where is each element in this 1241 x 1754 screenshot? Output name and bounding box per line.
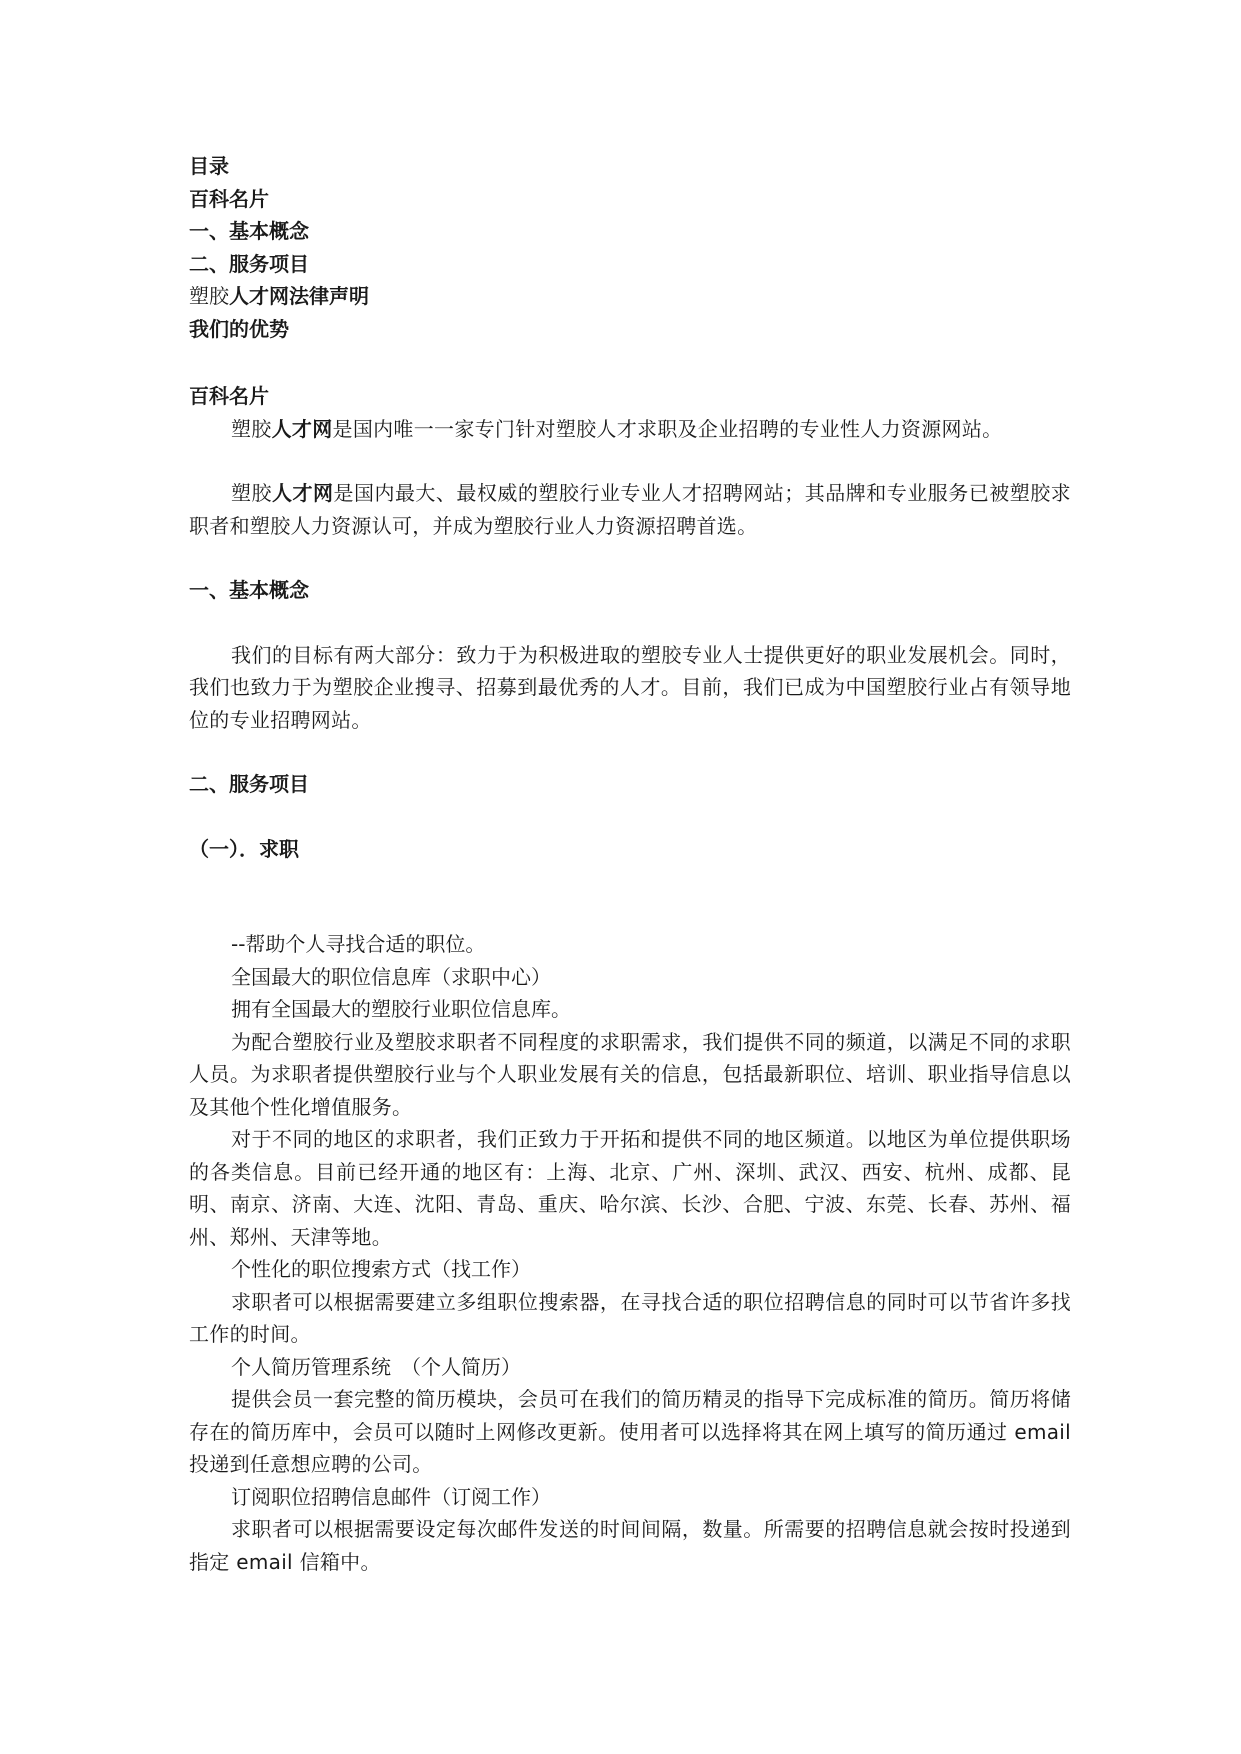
toc-title: 目录 [189,154,229,178]
paragraph: 对于不同的地区的求职者，我们正致力于开拓和提供不同的地区频道。以地区为单位提供职场的各类信息。目前已经开通的地区有：上海、北京、广州、深圳、武汉、西安、杭州、成都、昆明、南京、济南、大连、沈阳、青岛、重庆、哈尔滨、长沙、合肥、宁波、东莞、长春、苏州、福州、郑州、天津等地。 [189,1127,1071,1249]
text-run: 塑胶 [231,481,272,505]
list-line: --帮助个人寻找合适的职位。 [231,932,486,956]
document-body [189,380,1071,1578]
paragraph: 提供会员一套完整的简历模块，会员可在我们的简历精灵的指导下完成标准的简历。简历将储存在的简历库中，会员可以随时上网修改更新。使用者可以选择将其在网上填写的简历通过 email 投递到任意想应聘的公司。 [189,1387,1071,1476]
paragraph [189,477,1071,542]
text-run: 塑胶 [231,416,272,441]
list-line: 个性化的职位搜索方式（找工作） [231,1257,531,1281]
toc-item-legal-prefix: 塑胶 [189,284,229,308]
paragraph: 我们的目标有两大部分：致力于为积极进取的塑胶专业人士提供更好的职业发展机会。同时，我们也致力于为塑胶企业搜寻、招募到最优秀的人才。目前，我们已成为中国塑胶行业占有领导地位的专业招聘网站。 [189,642,1071,732]
text-run-bold: 人才网 [271,416,333,441]
list-line: 订阅职位招聘信息邮件（订阅工作） [231,1484,551,1509]
section-heading-concept: 一、基本概念 [189,578,309,602]
toc-item-concept[interactable]: 一、基本概念 [189,219,309,243]
paragraph [189,413,1071,446]
toc-item-service[interactable]: 二、服务项目 [189,251,309,276]
toc-item-card[interactable]: 百科名片 [189,186,269,211]
list-line: 个人简历管理系统 （个人简历） [231,1354,521,1379]
list-line: 拥有全国最大的塑胶行业职位信息库。 [231,997,571,1021]
toc-item-legal-suffix: 人才网法律声明 [229,284,369,308]
paragraph: 为配合塑胶行业及塑胶求职者不同程度的求职需求，我们提供不同的频道，以满足不同的求职人员。为求职者提供塑胶行业与个人职业发展有关的信息，包括最新职位、培训、职业指导信息以及其他个性化增值服务。 [189,1029,1071,1119]
paragraph: 求职者可以根据需要设定每次邮件发送的时间间隔，数量。所需要的招聘信息就会按时投递到指定 email 信箱中。 [189,1517,1071,1574]
subsection-heading-job: （一）．求职 [189,836,299,861]
list-line: 全国最大的职位信息库（求职中心） [231,964,551,989]
text-run: 是国内唯一一家专门针对塑胶人才求职及企业招聘的专业性人力资源网站。 [332,416,1003,441]
text-run-bold: 人才网 [271,481,334,505]
toc-item-legal[interactable] [189,280,1069,313]
section-heading-service: 二、服务项目 [189,772,309,796]
toc-item-advantage[interactable]: 我们的优势 [189,316,289,341]
section-heading-card: 百科名片 [189,384,269,408]
paragraph: 求职者可以根据需要建立多组职位搜索器，在寻找合适的职位招聘信息的同时可以节省许多找工作的时间。 [189,1289,1071,1346]
table-of-contents [189,150,1069,345]
text-run: 是国内最大、最权威的塑胶行业专业人才招聘网站；其品牌和专业服务已被塑胶求职者和塑胶人力资源认可，并成为塑胶行业人力资源招聘首选。 [189,481,1071,538]
